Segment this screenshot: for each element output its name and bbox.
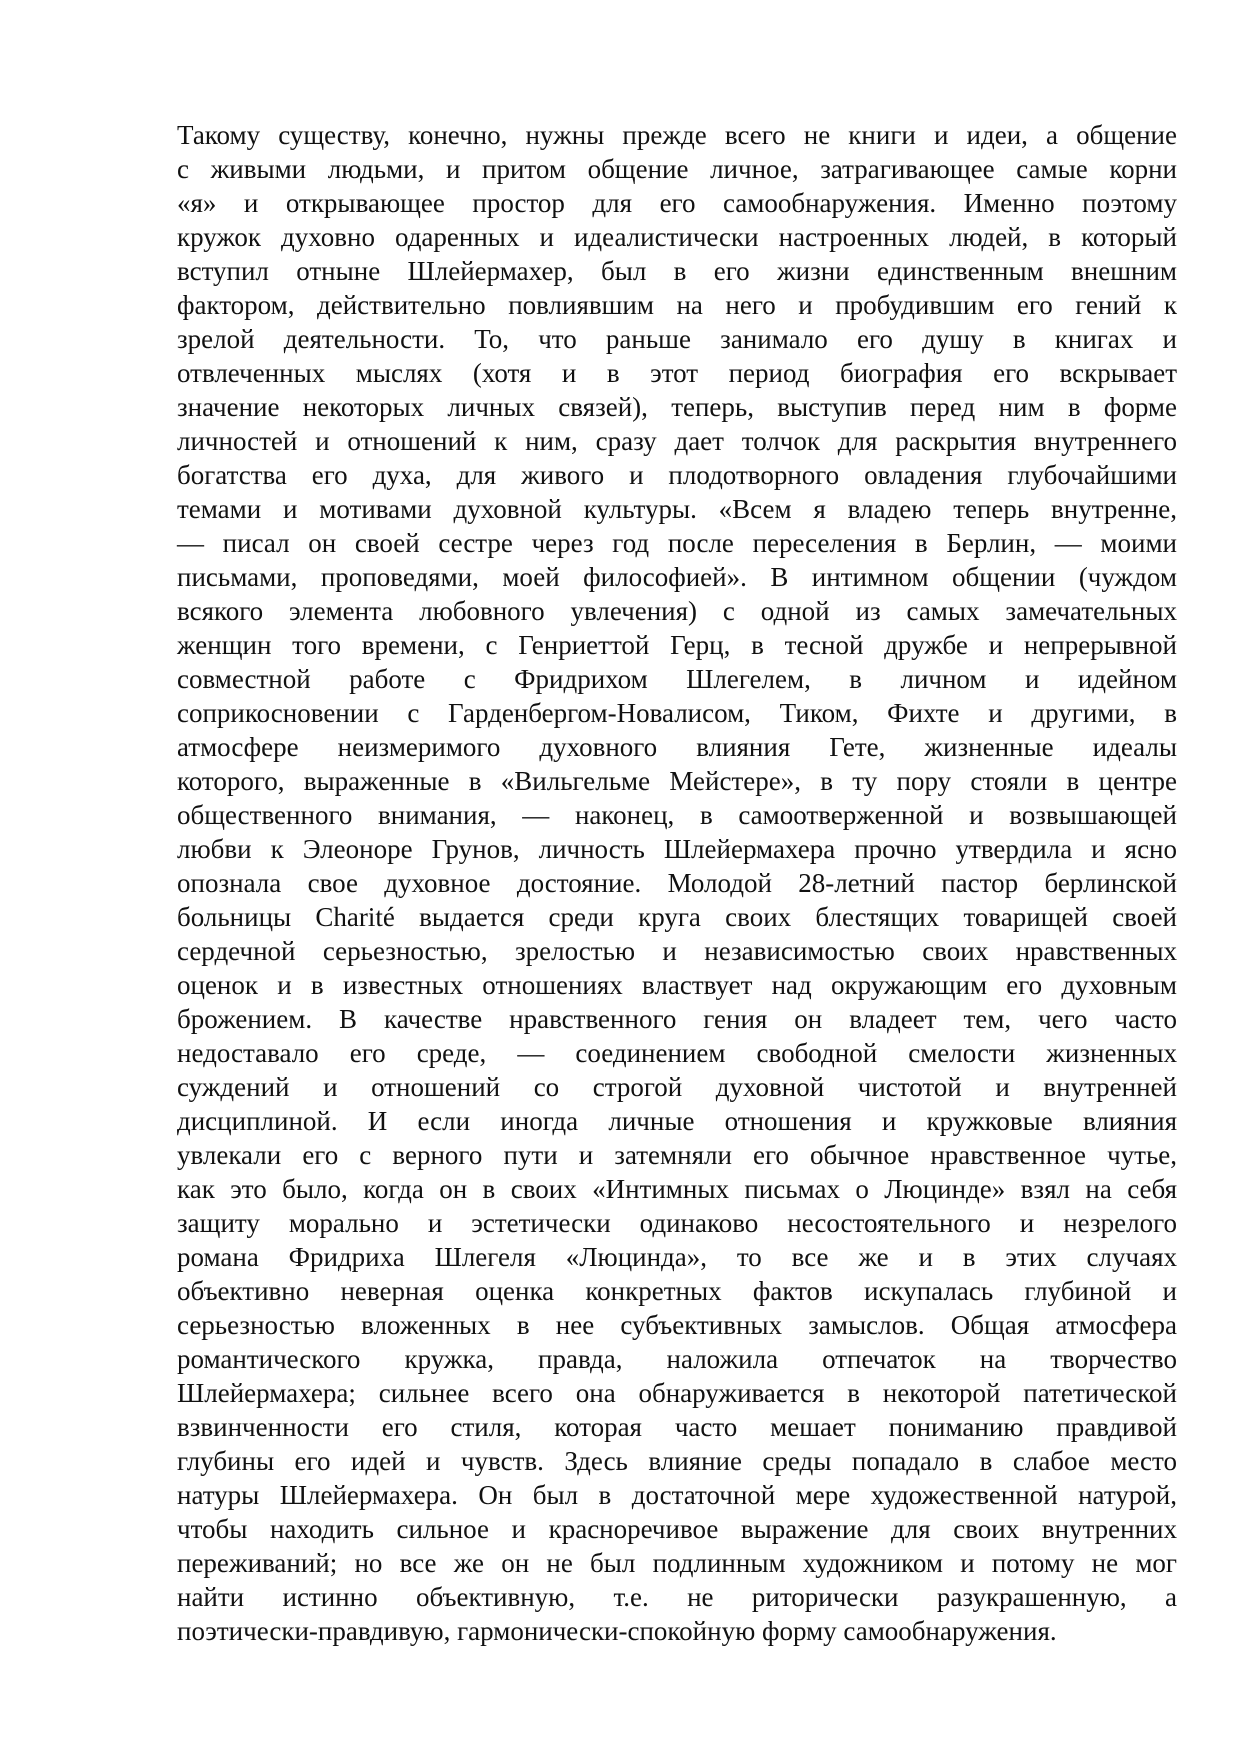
text-line: серьезностью вложенных в нее субъективных замыслов. Общая атмосфера xyxy=(177,1310,1177,1340)
text-line: значение некоторых личных связей), теперь, выступив перед ним в форме xyxy=(177,392,1177,422)
text-line: кружок духовно одаренных и идеалистически настроенных людей, в который xyxy=(177,222,1177,252)
text-line: глубины его идей и чувств. Здесь влияние среды попадало в слабое место xyxy=(177,1446,1177,1476)
text-line: найти истинно объективную, т.е. не риторически разукрашенную, а xyxy=(177,1582,1177,1612)
text-line: личностей и отношений к ним, сразу дает толчок для раскрытия внутреннего xyxy=(177,426,1177,456)
text-line: брожением. В качестве нравственного гения он владеет тем, чего часто xyxy=(177,1004,1177,1034)
text-line: оценок и в известных отношениях властвует над окружающим его духовным xyxy=(177,970,1177,1000)
text-line: дисциплиной. И если иногда личные отношения и кружковые влияния xyxy=(177,1106,1177,1136)
text-line: романтического кружка, правда, наложила отпечаток на творчество xyxy=(177,1344,1177,1374)
text-line: совместной работе с Фридрихом Шлегелем, в личном и идейном xyxy=(177,664,1177,694)
text-line: темами и мотивами духовной культуры. «Всем я владею теперь внутренне, xyxy=(177,494,1177,524)
text-line: фактором, действительно повлиявшим на него и пробудившим его гений к xyxy=(177,290,1177,320)
text-line: — писал он своей сестре через год после переселения в Берлин, — моими xyxy=(177,528,1177,558)
text-line: с живыми людьми, и притом общение личное, затрагивающее самые корни xyxy=(177,154,1177,184)
text-line: Такому существу, конечно, нужны прежде всего не книги и идеи, а общение xyxy=(177,120,1177,150)
text-line: вступил отныне Шлейермахер, был в его жизни единственным внешним xyxy=(177,256,1177,286)
text-line: суждений и отношений со строгой духовной чистотой и внутренней xyxy=(177,1072,1177,1102)
text-line: увлекали его с верного пути и затемняли его обычное нравственное чутье, xyxy=(177,1140,1177,1170)
text-line: как это было, когда он в своих «Интимных письмах о Люцинде» взял на себя xyxy=(177,1174,1177,1204)
text-line: женщин того времени, с Генриеттой Герц, в тесной дружбе и непрерывной xyxy=(177,630,1177,660)
text-line: письмами, проповедями, моей философией». В интимном общении (чуждом xyxy=(177,562,1177,592)
text-line: защиту морально и эстетически одинаково несостоятельного и незрелого xyxy=(177,1208,1177,1238)
text-line: натуры Шлейермахера. Он был в достаточной мере художественной натурой, xyxy=(177,1480,1177,1510)
text-line: переживаний; но все же он не был подлинным художником и потому не мог xyxy=(177,1548,1177,1578)
text-line: Шлейермахера; сильнее всего она обнаруживается в некоторой патетической xyxy=(177,1378,1177,1408)
text-line: объективно неверная оценка конкретных фактов искупалась глубиной и xyxy=(177,1276,1177,1306)
text-line: богатства его духа, для живого и плодотворного овладения глубочайшими xyxy=(177,460,1177,490)
text-line: недоставало его среде, — соединением свободной смелости жизненных xyxy=(177,1038,1177,1068)
text-line: романа Фридриха Шлегеля «Люцинда», то все же и в этих случаях xyxy=(177,1242,1177,1272)
text-line: соприкосновении с Гарденбергом-Новалисом, Тиком, Фихте и другими, в xyxy=(177,698,1177,728)
text-line: которого, выраженные в «Вильгельме Мейстере», в ту пору стояли в центре xyxy=(177,766,1177,796)
text-line: всякого элемента любовного увлечения) с одной из самых замечательных xyxy=(177,596,1177,626)
text-line: опознала свое духовное достояние. Молодой 28-летний пастор берлинской xyxy=(177,868,1177,898)
text-line: отвлеченных мыслях (хотя и в этот период биография его вскрывает xyxy=(177,358,1177,388)
text-line: чтобы находить сильное и красноречивое выражение для своих внутренних xyxy=(177,1514,1177,1544)
text-line: взвинченности его стиля, которая часто мешает пониманию правдивой xyxy=(177,1412,1177,1442)
text-line: общественного внимания, — наконец, в самоотверженной и возвышающей xyxy=(177,800,1177,830)
text-line: любви к Элеоноре Грунов, личность Шлейермахера прочно утвердила и ясно xyxy=(177,834,1177,864)
text-line: атмосфере неизмеримого духовного влияния Гете, жизненные идеалы xyxy=(177,732,1177,762)
text-line: поэтически-правдивую, гармонически-спокойную форму самообнаружения. xyxy=(177,1616,1057,1646)
text-line: зрелой деятельности. То, что раньше занимало его душу в книгах и xyxy=(177,324,1177,354)
text-line: больницы Charité выдается среди круга своих блестящих товарищей своей xyxy=(177,902,1177,932)
text-line: сердечной серьезностью, зрелостью и независимостью своих нравственных xyxy=(177,936,1177,966)
body-paragraph xyxy=(177,118,1177,1648)
text-line: «я» и открывающее простор для его самообнаружения. Именно поэтому xyxy=(177,188,1177,218)
